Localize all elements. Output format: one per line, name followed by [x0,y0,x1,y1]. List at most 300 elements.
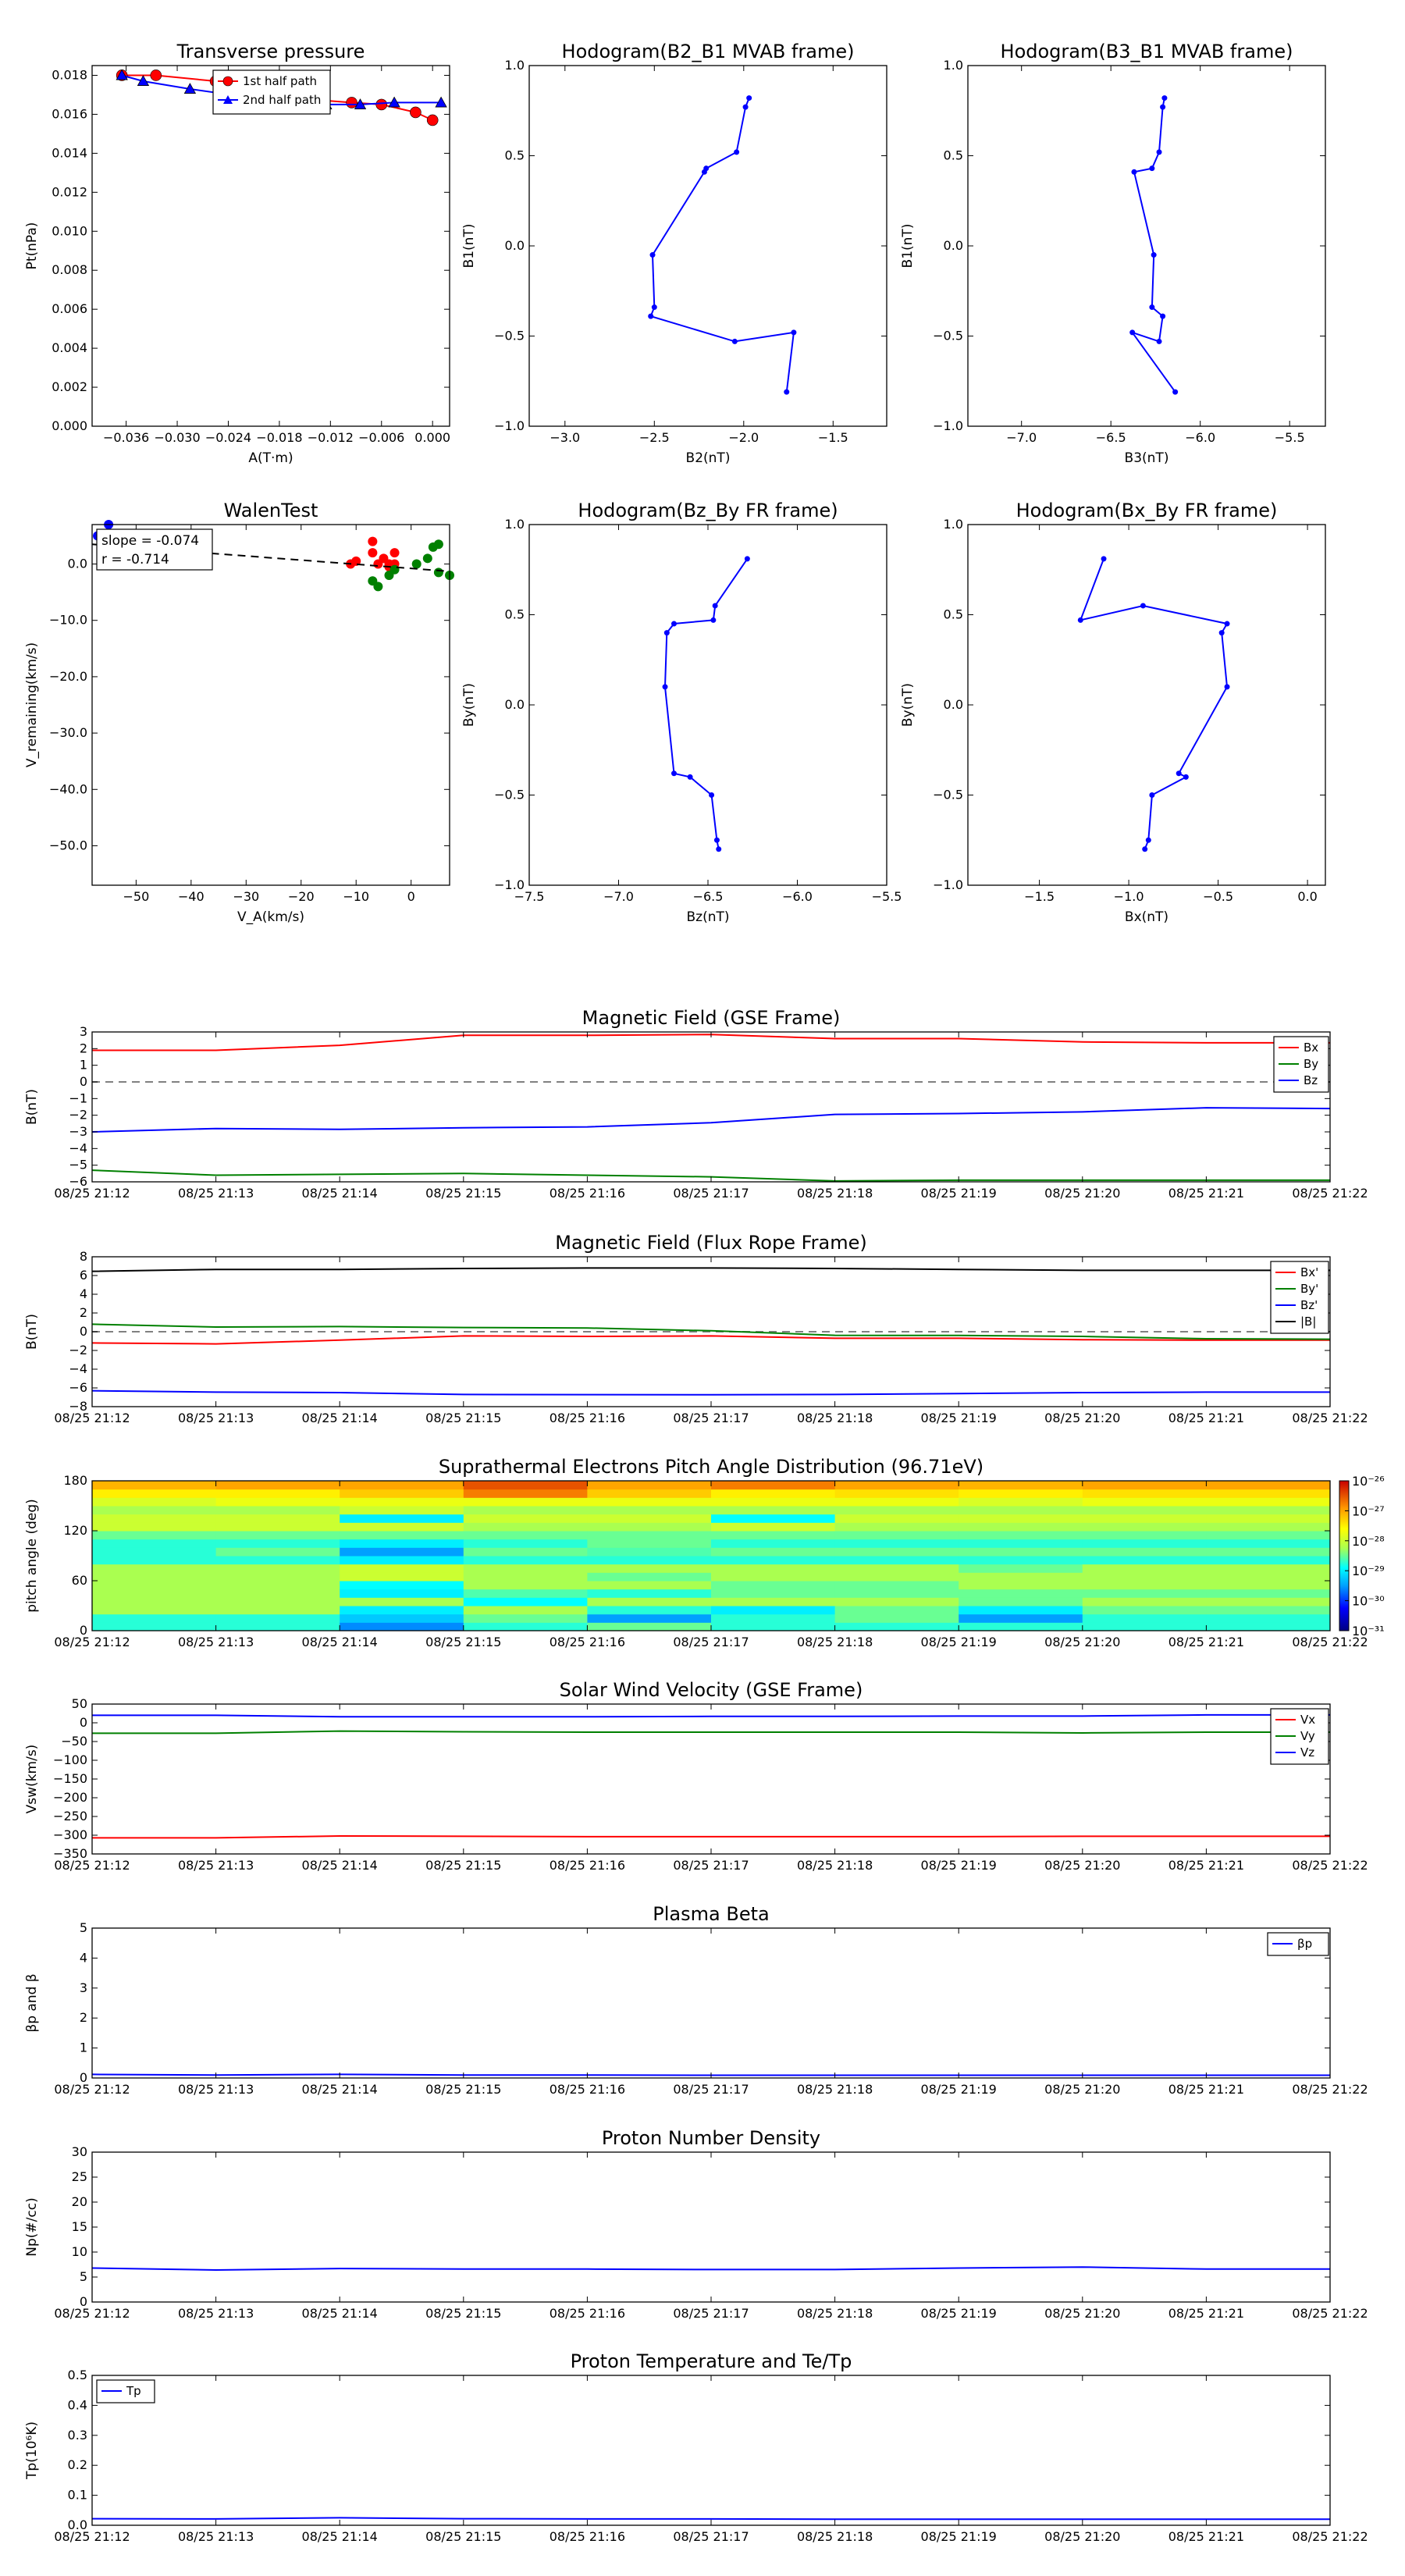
heatmap-cell [835,1531,959,1539]
y-tick-label: 0 [79,1324,87,1339]
data-point [791,329,796,335]
x-tick-label: 08/25 21:22 [1292,2306,1368,2321]
heatmap-cell [587,1506,711,1514]
chart-title: Proton Temperature and Te/Tp [570,2350,852,2372]
x-tick-label: 08/25 21:16 [549,1411,626,1425]
heatmap-cell [340,1547,464,1556]
x-tick-label: 08/25 21:19 [920,2082,997,2097]
heatmap-cell [92,1539,216,1548]
x-tick-label: 08/25 21:12 [54,1186,130,1201]
heatmap-cell [959,1556,1083,1564]
x-tick-label: 0.000 [414,430,451,445]
x-tick-label: 08/25 21:13 [177,1858,254,1873]
y-tick-label: 0.002 [52,379,87,395]
y-axis-label: Pt(nPa) [24,222,40,270]
annotation-r: r = -0.714 [101,552,169,568]
y-tick-label: 0.5 [67,2368,87,2382]
heatmap-cell [92,1564,216,1573]
y-tick-label: 1.0 [943,517,963,532]
x-tick-label: 0.0 [1297,889,1318,904]
heatmap-cell [216,1589,340,1598]
y-tick-label: −0.5 [933,787,963,802]
data-point [1157,149,1162,155]
heatmap-cell [587,1547,711,1556]
data-point [1161,95,1167,101]
x-tick-label: 08/25 21:20 [1044,1858,1121,1873]
data-point [1225,621,1230,627]
y-tick-label: 1 [79,1057,87,1073]
x-tick-label: −0.012 [307,430,354,445]
heatmap-cell [711,1597,835,1606]
heatmap-cell [835,1547,959,1556]
x-tick-label: 08/25 21:13 [177,1186,254,1201]
plot-area [968,525,1325,885]
x-tick-label: 08/25 21:16 [549,1858,626,1873]
chart-panel-3 [24,1679,1368,1873]
y-tick-label: 0.014 [52,145,87,161]
y-tick-label: −0.5 [494,787,525,802]
y-tick-label: −5 [69,1157,87,1172]
legend-entry: By' [1300,1282,1319,1296]
x-tick-label: 08/25 21:21 [1168,2306,1245,2321]
heatmap-cell [711,1589,835,1598]
x-tick-label: −10 [343,889,370,904]
y-tick-label: 50 [71,1696,87,1711]
heatmap-cell [340,1614,464,1623]
heatmap-cell [711,1556,835,1564]
heatmap-cell [835,1597,959,1606]
y-tick-label: −0.5 [933,328,963,343]
heatmap-cell [1206,1564,1330,1573]
data-point [745,556,750,561]
x-tick-label: 08/25 21:22 [1292,2529,1368,2544]
data-point [652,304,657,310]
y-tick-label: −250 [53,1809,87,1823]
heatmap-cell [711,1547,835,1556]
y-tick-label: −1.0 [494,877,525,892]
x-tick-label: −6.5 [692,889,724,904]
x-tick-label: 08/25 21:19 [920,2306,997,2321]
heatmap-cell [1206,1497,1330,1506]
heatmap-cell [587,1589,711,1598]
heatmap-cell [1083,1531,1207,1539]
heatmap-cell [92,1622,216,1631]
x-tick-label: 08/25 21:20 [1044,1635,1121,1649]
data-point [743,105,749,110]
heatmap-cell [340,1497,464,1506]
heatmap-cell [464,1581,588,1589]
x-tick-label: −2.0 [728,430,759,445]
heatmap-cell [340,1531,464,1539]
x-tick-label: 08/25 21:22 [1292,1411,1368,1425]
heatmap-cell [92,1572,216,1581]
x-tick-label: 08/25 21:18 [796,2529,873,2544]
data-point [784,390,789,395]
x-tick-label: −2.5 [638,430,670,445]
x-tick-label: −7.0 [603,889,634,904]
heatmap-cell [587,1489,711,1498]
data-point [746,95,752,101]
data-point [709,792,714,798]
legend-entry: By [1304,1057,1319,1071]
x-axis-label: A(T·m) [248,450,293,466]
plot-area [92,1704,1330,1854]
data-point [151,69,162,80]
heatmap-cell [835,1489,959,1498]
y-axis-label: B1(nT) [900,223,916,269]
chart-transverse-pressure [24,41,450,466]
x-tick-label: 08/25 21:17 [673,1411,749,1425]
x-tick-label: 08/25 21:16 [549,1186,626,1201]
x-tick-label: 08/25 21:19 [920,2529,997,2544]
y-axis-label: B1(nT) [461,223,477,269]
heatmap-cell [1083,1622,1207,1631]
y-tick-label: 0.0 [504,697,525,712]
x-tick-label: 08/25 21:18 [796,1411,873,1425]
heatmap-cell [92,1597,216,1606]
x-tick-label: 08/25 21:14 [301,1635,378,1649]
y-tick-label: −200 [53,1790,87,1805]
colorbar-label: 10⁻²⁸ [1352,1533,1385,1549]
heatmap-cell [959,1606,1083,1614]
heatmap-cell [464,1556,588,1564]
y-tick-label: 0.0 [943,697,963,712]
chart-panel-1 [24,1232,1368,1425]
chart-title: Hodogram(B3_B1 MVAB frame) [1000,41,1293,62]
x-tick-label: 08/25 21:21 [1168,1635,1245,1649]
heatmap-cell [711,1581,835,1589]
heatmap-cell [1083,1506,1207,1514]
heatmap-cell [464,1622,588,1631]
y-tick-label: −50.0 [48,838,87,853]
heatmap-cell [835,1581,959,1589]
heatmap-cell [959,1497,1083,1506]
colorbar-label: 10⁻²⁶ [1352,1474,1385,1489]
y-tick-label: 0.004 [52,340,87,356]
x-tick-label: 08/25 21:14 [301,2529,378,2544]
data-point [1172,390,1178,395]
x-tick-label: 08/25 21:20 [1044,2082,1121,2097]
heatmap-cell [1206,1531,1330,1539]
x-tick-label: −50 [123,889,150,904]
heatmap-cell [1206,1597,1330,1606]
data-point [368,537,377,546]
x-tick-label: 08/25 21:20 [1044,2529,1121,2544]
colorbar-label: 10⁻³¹ [1352,1624,1385,1638]
heatmap-cell [464,1589,588,1598]
chart-panel-5 [24,2127,1368,2321]
x-tick-label: −6.0 [1185,430,1216,445]
heatmap-cell [959,1547,1083,1556]
heatmap-cell [216,1564,340,1573]
x-tick-label: 08/25 21:18 [796,2306,873,2321]
y-tick-label: 0.006 [52,301,87,317]
heatmap-cell [216,1597,340,1606]
plot-area [92,2375,1330,2525]
data-point [1129,329,1135,335]
legend-entry: 1st half path [243,74,318,88]
y-tick-label: 6 [79,1268,87,1283]
data-point [1146,838,1151,843]
x-tick-label: −3.0 [550,430,581,445]
y-tick-label: 0.4 [67,2397,87,2413]
chart-panel-4 [24,1903,1368,2097]
heatmap-cell [1206,1489,1330,1498]
data-point [1183,774,1189,780]
y-tick-label: 120 [63,1523,87,1538]
heatmap-cell [959,1531,1083,1539]
heatmap-cell [1083,1572,1207,1581]
y-tick-label: 1.0 [504,517,525,532]
heatmap-cell [587,1614,711,1623]
heatmap-cell [959,1572,1083,1581]
plot-area [92,1032,1330,1182]
y-tick-label: 5 [79,2269,87,2284]
y-tick-label: 0.010 [52,223,87,239]
data-point [1160,314,1165,319]
heatmap-cell [216,1622,340,1631]
y-tick-label: −1.0 [933,418,963,433]
heatmap-cell [340,1556,464,1564]
heatmap-cell [835,1522,959,1531]
data-point [1176,770,1182,776]
x-tick-label: 08/25 21:12 [54,2306,130,2321]
heatmap-cell [1206,1614,1330,1623]
heatmap-cell [835,1589,959,1598]
x-axis-label: B3(nT) [1124,450,1169,466]
x-tick-label: −0.5 [1203,889,1234,904]
data-point [671,621,677,627]
y-tick-label: −30.0 [48,725,87,741]
y-tick-label: −20.0 [48,668,87,684]
x-tick-label: 08/25 21:20 [1044,1411,1121,1425]
plot-area [92,66,450,426]
heatmap-cell [959,1597,1083,1606]
heatmap-cell [216,1506,340,1514]
y-tick-label: 0.5 [504,148,525,163]
x-tick-label: 08/25 21:14 [301,2306,378,2321]
x-tick-label: 08/25 21:17 [673,2306,749,2321]
y-axis-label: βp and β [24,1973,40,2033]
heatmap-cell [92,1547,216,1556]
x-tick-label: 08/25 21:16 [549,2082,626,2097]
data-point [664,630,670,635]
x-tick-label: 08/25 21:15 [425,1858,502,1873]
heatmap-cell [711,1497,835,1506]
y-tick-label: −350 [53,1846,87,1861]
chart-title: WalenTest [223,500,318,521]
data-point [671,770,677,776]
heatmap-cell [340,1522,464,1531]
y-tick-label: 0 [79,2294,87,2309]
colorbar [1339,1481,1349,1631]
legend-entry: |B| [1300,1315,1317,1329]
y-tick-label: 0.0 [504,238,525,253]
heatmap-cell [1206,1556,1330,1564]
chart-title: Hodogram(Bx_By FR frame) [1016,500,1278,521]
y-tick-label: 0 [79,1623,87,1638]
heatmap-cell [1083,1522,1207,1531]
heatmap-cell [1206,1581,1330,1589]
heatmap-cell [959,1622,1083,1631]
heatmap-cell [959,1481,1083,1489]
heatmap-cell [711,1489,835,1498]
y-tick-label: −6 [69,1380,87,1395]
heatmap-cell [92,1581,216,1589]
chart-title: Transverse pressure [176,41,365,62]
x-tick-label: 08/25 21:16 [549,1635,626,1649]
plot-area [92,2152,1330,2302]
x-tick-label: 08/25 21:15 [425,2082,502,2097]
heatmap-cell [711,1614,835,1623]
y-tick-label: 0 [79,1074,87,1089]
data-point [1151,252,1157,258]
heatmap-cell [711,1622,835,1631]
x-axis-label: V_A(km/s) [237,909,305,925]
chart-title: Solar Wind Velocity (GSE Frame) [559,1679,863,1701]
heatmap-cell [587,1497,711,1506]
y-tick-label: −50 [61,1734,87,1749]
heatmap-cell [216,1489,340,1498]
x-tick-label: 08/25 21:18 [796,1635,873,1649]
x-tick-label: 08/25 21:15 [425,1411,502,1425]
heatmap-cell [959,1614,1083,1623]
chart-hodogram-bz-by [461,500,902,925]
heatmap-cell [216,1606,340,1614]
x-tick-label: 08/25 21:16 [549,2306,626,2321]
data-point [714,838,720,843]
legend-entry: 2nd half path [243,93,322,107]
y-tick-label: −2 [69,1107,87,1123]
heatmap-cell [92,1614,216,1623]
heatmap-cell [711,1522,835,1531]
heatmap-cell [340,1606,464,1614]
y-tick-label: 0.0 [67,2517,87,2532]
data-point [734,149,739,155]
heatmap-cell [1083,1614,1207,1623]
data-point [713,603,718,608]
y-tick-label: −40.0 [48,781,87,797]
y-tick-label: 0.3 [67,2427,87,2443]
x-tick-label: 08/25 21:21 [1168,2529,1245,2544]
data-point [1078,617,1083,623]
y-tick-label: 1.0 [943,58,963,73]
chart-panel-0 [24,1007,1368,1201]
chart-title: Hodogram(B2_B1 MVAB frame) [561,41,855,62]
x-tick-label: 08/25 21:21 [1168,1186,1245,1201]
legend-entry: Vy [1300,1729,1315,1743]
heatmap-cell [216,1522,340,1531]
x-tick-label: −6.5 [1095,430,1126,445]
y-tick-label: 0.2 [67,2457,87,2473]
x-tick-label: 08/25 21:19 [920,1411,997,1425]
y-tick-label: 2 [79,2010,87,2026]
data-point [376,99,387,110]
heatmap-cell [1083,1564,1207,1573]
heatmap-cell [340,1564,464,1573]
x-axis-label: Bx(nT) [1124,909,1169,925]
x-tick-label: 08/25 21:14 [301,1411,378,1425]
heatmap-cell [959,1564,1083,1573]
heatmap-cell [216,1572,340,1581]
heatmap-cell [587,1597,711,1606]
heatmap-cell [216,1614,340,1623]
chart-title: Magnetic Field (Flux Rope Frame) [555,1232,867,1254]
heatmap-cell [464,1614,588,1623]
y-tick-label: −2 [69,1343,87,1357]
x-tick-label: 08/25 21:22 [1292,1858,1368,1873]
y-tick-label: 0.5 [943,607,963,622]
plot-area [92,525,450,885]
y-axis-label: pitch angle (deg) [24,1499,40,1613]
data-point [732,339,738,344]
heatmap-cell [1083,1514,1207,1523]
chart-panel-6 [24,2350,1368,2544]
x-tick-label: 08/25 21:21 [1168,2082,1245,2097]
x-tick-label: 08/25 21:14 [301,1186,378,1201]
x-tick-label: 08/25 21:13 [177,2306,254,2321]
x-tick-label: 08/25 21:13 [177,1635,254,1649]
data-point [373,582,382,591]
x-tick-label: 08/25 21:17 [673,1186,749,1201]
x-tick-label: −0.036 [103,430,150,445]
heatmap-cell [340,1514,464,1523]
heatmap-cell [1206,1514,1330,1523]
heatmap-cell [464,1606,588,1614]
y-tick-label: 180 [63,1473,87,1488]
chart-hodogram-bx-by [900,500,1325,925]
chart-hodogram-b2-b1 [461,41,887,466]
data-point [410,107,421,118]
x-tick-label: 08/25 21:19 [920,1858,997,1873]
y-tick-label: 0 [79,1715,87,1730]
heatmap-cell [92,1506,216,1514]
y-tick-label: 0.0 [943,238,963,253]
y-tick-label: −10.0 [48,612,87,628]
x-tick-label: −40 [177,889,205,904]
data-point [1149,165,1154,171]
heatmap-cell [216,1547,340,1556]
heatmap-cell [835,1556,959,1564]
x-tick-label: 08/25 21:15 [425,1186,502,1201]
heatmap-cell [216,1481,340,1489]
y-tick-label: −8 [69,1399,87,1414]
heatmap-cell [464,1489,588,1498]
heatmap-cell [587,1581,711,1589]
y-tick-label: −6 [69,1174,87,1189]
x-tick-label: 08/25 21:22 [1292,1635,1368,1649]
data-point [650,252,656,258]
heatmap-cell [587,1514,711,1523]
x-tick-label: −0.024 [205,430,252,445]
heatmap-cell [835,1506,959,1514]
heatmap-cell [711,1481,835,1489]
heatmap-cell [711,1506,835,1514]
heatmap-cell [587,1556,711,1564]
legend-entry: Bx' [1300,1265,1319,1279]
y-tick-label: −150 [53,1771,87,1786]
heatmap-cell [959,1514,1083,1523]
y-axis-label: By(nT) [900,682,916,728]
heatmap-cell [1083,1481,1207,1489]
heatmap-cell [1083,1489,1207,1498]
heatmap-cell [340,1572,464,1581]
heatmap-cell [216,1531,340,1539]
colorbar-label: 10⁻²⁹ [1352,1564,1385,1579]
y-tick-label: 30 [71,2144,87,2159]
x-tick-label: 08/25 21:18 [796,1858,873,1873]
y-tick-label: 60 [71,1573,87,1588]
